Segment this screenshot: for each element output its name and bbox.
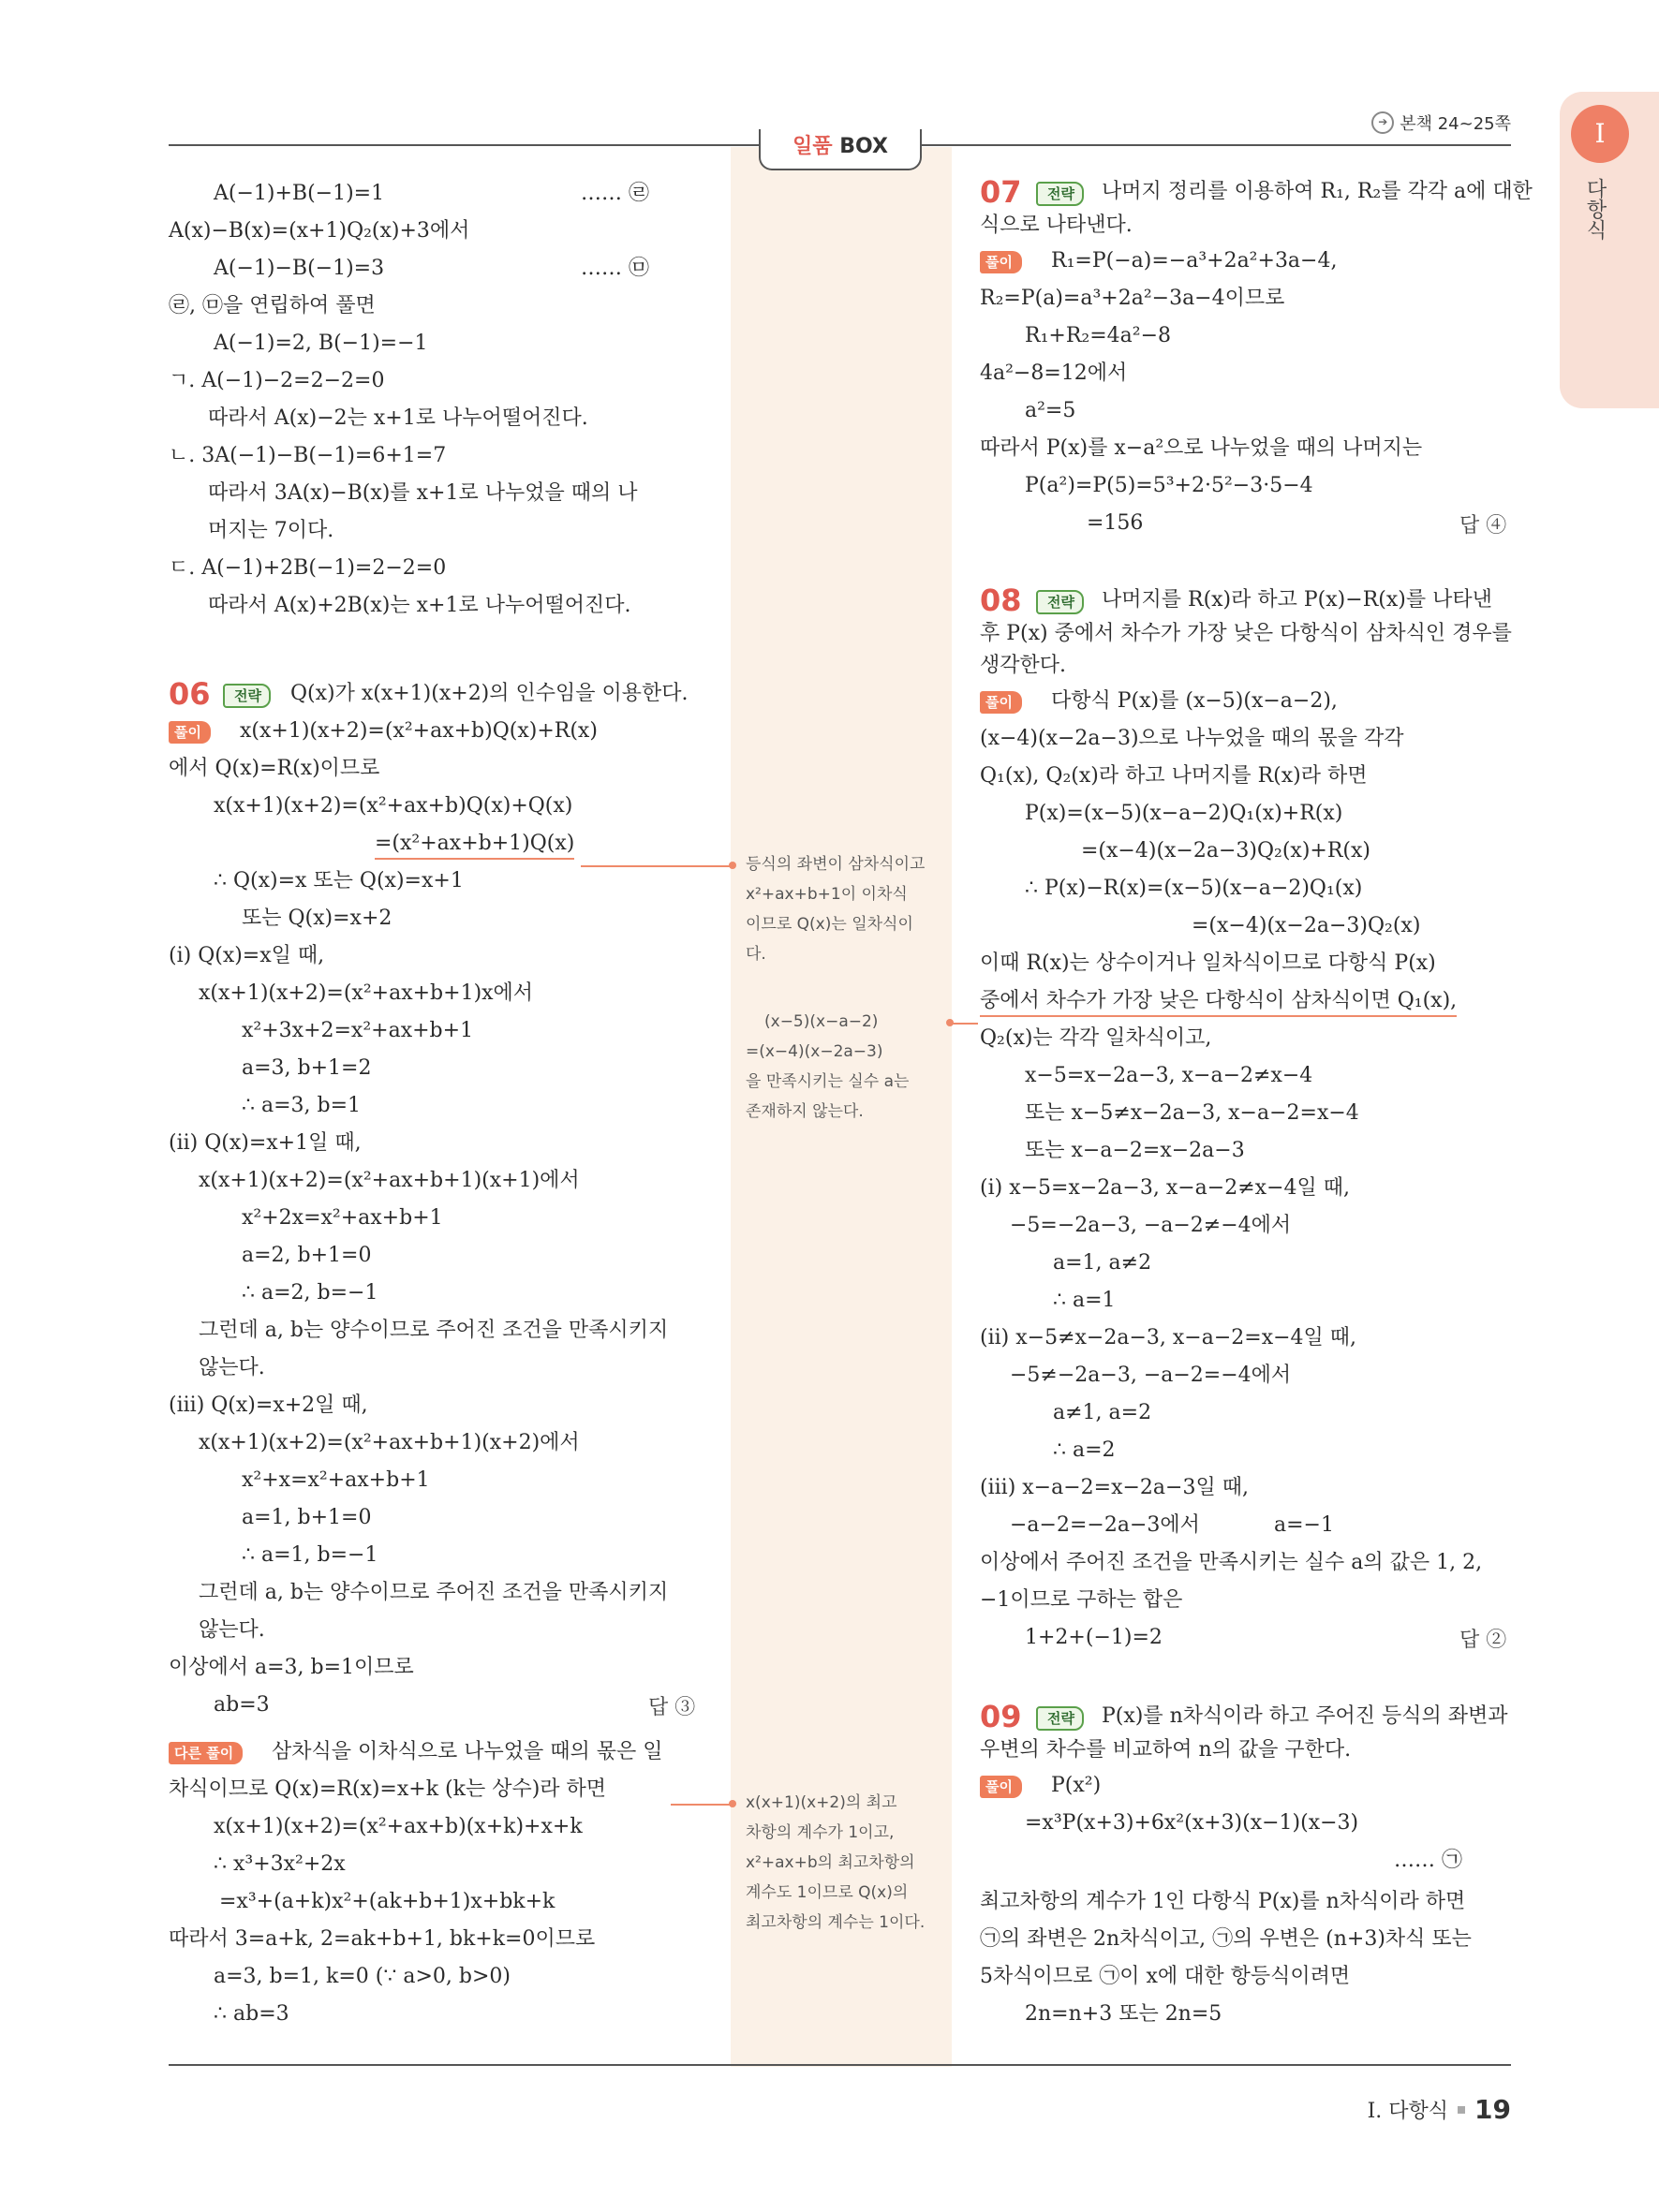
eq-line: a=1, a≠2 bbox=[1053, 1251, 1152, 1275]
note-connector-dot bbox=[729, 1800, 736, 1807]
alt-solution-badge: 다른 풀이 bbox=[169, 1742, 243, 1764]
text-line: ㄷ. A(−1)+2B(−1)=2−2=0 bbox=[169, 556, 447, 580]
eq-line: x(x+1)(x+2)=(x²+ax+b+1)(x+1)에서 bbox=[199, 1169, 580, 1192]
note-connector-dot bbox=[729, 862, 736, 869]
eq-tag: …… ㉤ bbox=[581, 257, 649, 280]
text-line: 그런데 a, b는 양수이므로 주어진 조건을 만족시키지 bbox=[199, 1319, 669, 1342]
eq-line: ∴ a=1, b=−1 bbox=[242, 1543, 378, 1567]
case-heading: (i) x−5=x−2a−3, x−a−2≠x−4일 때, bbox=[980, 1176, 1350, 1200]
strategy-text: 나머지를 R(x)라 하고 P(x)−R(x)를 나타낸 bbox=[1102, 588, 1492, 612]
side-note-line: x(x+1)(x+2)의 최고 bbox=[746, 1793, 897, 1812]
text-line: 않는다. bbox=[199, 1618, 265, 1642]
strategy-badge: 전략 bbox=[1036, 590, 1084, 614]
eq-line: =(x−4)(x−2a−3)Q₂(x) bbox=[1192, 914, 1421, 937]
strategy-badge: 전략 bbox=[223, 684, 271, 708]
question-number: 07 bbox=[980, 174, 1022, 210]
eq-line: x(x+1)(x+2)=(x²+ax+b)(x+k)+x+k bbox=[214, 1815, 583, 1838]
eq-line: a=3, b=1, k=0 (∵ a>0, b>0) bbox=[214, 1965, 511, 1988]
eq-line: 4a²−8=12에서 bbox=[980, 361, 1128, 385]
text-line: ㄱ. A(−1)−2=2−2=0 bbox=[169, 369, 385, 392]
case-heading: (ii) x−5≠x−2a−3, x−a−2=x−4일 때, bbox=[980, 1326, 1357, 1349]
eq-line: A(−1)+B(−1)=1 bbox=[214, 182, 385, 205]
eq-line: 1+2+(−1)=2 bbox=[1025, 1626, 1163, 1649]
note-connector bbox=[581, 865, 734, 867]
eq-line: =x³P(x+3)+6x²(x+3)(x−1)(x−3) bbox=[1025, 1811, 1359, 1835]
arrow-right-icon: ➔ bbox=[1371, 111, 1394, 134]
side-note-line: 존재하지 않는다. bbox=[746, 1102, 864, 1121]
solution-badge: 풀이 bbox=[980, 251, 1022, 273]
side-note-line: 등식의 좌변이 삼차식이고 bbox=[746, 855, 926, 874]
eq-line: 또는 x−5≠x−2a−3, x−a−2=x−4 bbox=[1025, 1101, 1359, 1125]
case-heading: (iii) x−a−2=x−2a−3일 때, bbox=[980, 1476, 1249, 1499]
text-line: 이때 R(x)는 상수이거나 일차식이므로 다항식 P(x) bbox=[980, 951, 1436, 975]
side-note-line: x²+ax+b+1이 이차식 bbox=[746, 885, 908, 904]
page-number: 19 bbox=[1474, 2094, 1511, 2125]
eq-line: a²=5 bbox=[1025, 399, 1076, 422]
text-line: 따라서 A(x)+2B(x)는 x+1로 나누어떨어진다. bbox=[208, 594, 631, 617]
text-line: 머지는 7이다. bbox=[208, 519, 334, 542]
eq-line: −5≠−2a−3, −a−2=−4에서 bbox=[1010, 1364, 1292, 1387]
text-line: 따라서 3A(x)−B(x)를 x+1로 나누었을 때의 나 bbox=[208, 481, 638, 505]
eq-line: A(−1)=2, B(−1)=−1 bbox=[214, 332, 428, 355]
note-connector bbox=[671, 1804, 734, 1806]
strategy-text: Q(x)가 x(x+1)(x+2)의 인수임을 이용한다. bbox=[290, 682, 689, 705]
footer-chapter: I. 다항식 bbox=[1367, 2100, 1449, 2123]
chapter-number-badge: I bbox=[1571, 105, 1629, 163]
text-line: 이상에서 a=3, b=1이므로 bbox=[169, 1656, 414, 1679]
side-note-line: 차항의 계수가 1이고, bbox=[746, 1823, 895, 1842]
eq-line: ab=3 bbox=[214, 1693, 270, 1717]
eq-line: A(−1)−B(−1)=3 bbox=[214, 257, 385, 280]
text-line: 않는다. bbox=[199, 1356, 265, 1379]
case-heading: (iii) Q(x)=x+2일 때, bbox=[169, 1394, 368, 1417]
side-note-line: 최고차항의 계수는 1이다. bbox=[746, 1913, 926, 1932]
side-note-line: 이므로 Q(x)는 일차식이 bbox=[746, 915, 913, 934]
eq-line: x(x+1)(x+2)=(x²+ax+b)Q(x)+Q(x) bbox=[214, 794, 573, 818]
strategy-badge: 전략 bbox=[1036, 182, 1084, 206]
chapter-side-label: 다항식 bbox=[1583, 178, 1607, 240]
eq-line: a=−1 bbox=[1274, 1513, 1334, 1537]
question-number: 08 bbox=[980, 582, 1022, 618]
eq-line: ∴ a=2, b=−1 bbox=[242, 1281, 378, 1305]
eq-line: a=2, b+1=0 bbox=[242, 1244, 372, 1267]
text-line: 그런데 a, b는 양수이므로 주어진 조건을 만족시키지 bbox=[199, 1581, 669, 1604]
eq-line: P(x)=(x−5)(x−a−2)Q₁(x)+R(x) bbox=[1025, 802, 1343, 825]
box-label-a: 일품 bbox=[792, 135, 833, 158]
answer-mark: 답 ③ bbox=[648, 1696, 696, 1719]
solution-badge: 풀이 bbox=[980, 1776, 1022, 1798]
text-line: −1이므로 구하는 합은 bbox=[980, 1588, 1183, 1612]
question-number: 09 bbox=[980, 1699, 1022, 1734]
eq-line: ∴ a=3, b=1 bbox=[242, 1094, 362, 1117]
eq-line: =x³+(a+k)x²+(ak+b+1)x+bk+k bbox=[219, 1890, 555, 1913]
case-heading: (i) Q(x)=x일 때, bbox=[169, 944, 325, 967]
eq-line: x(x+1)(x+2)=(x²+ax+b+1)x에서 bbox=[199, 981, 534, 1005]
eq-line: 2n=n+3 또는 2n=5 bbox=[1025, 2002, 1222, 2026]
eq-line: P(a²)=P(5)=5³+2·5²−3·5−4 bbox=[1025, 474, 1313, 497]
eq-line: −a−2=−2a−3에서 bbox=[1010, 1513, 1200, 1537]
side-note-line: =(x−4)(x−2a−3) bbox=[746, 1042, 883, 1061]
box-tab bbox=[759, 129, 922, 170]
text-line: Q₁(x), Q₂(x)라 하고 나머지를 R(x)라 하면 bbox=[980, 764, 1368, 788]
text-line: ㉠의 좌변은 2n차식이고, ㉠의 우변은 (n+3)차식 또는 bbox=[980, 1927, 1472, 1951]
text-line: ㉣, ㉤을 연립하여 풀면 bbox=[169, 294, 376, 317]
eq-tag: …… ㉠ bbox=[1394, 1849, 1462, 1872]
box-label-b: BOX bbox=[839, 135, 888, 158]
text-line: 에서 Q(x)=R(x)이므로 bbox=[169, 757, 380, 780]
text-line: 따라서 A(x)−2는 x+1로 나누어떨어진다. bbox=[208, 406, 588, 430]
text-line: 삼차식을 이차식으로 나누었을 때의 몫은 일 bbox=[272, 1740, 663, 1763]
reference-link[interactable] bbox=[1371, 111, 1511, 135]
eq-line: x(x+1)(x+2)=(x²+ax+b)Q(x)+R(x) bbox=[240, 719, 598, 743]
side-note-line: x²+ax+b의 최고차항의 bbox=[746, 1853, 915, 1872]
text-line: 따라서 P(x)를 x−a²으로 나누었을 때의 나머지는 bbox=[980, 436, 1423, 460]
eq-line: x²+x=x²+ax+b+1 bbox=[242, 1468, 430, 1492]
text-line: 따라서 3=a+k, 2=ak+b+1, bk+k=0이므로 bbox=[169, 1927, 596, 1951]
eq-line: R₁+R₂=4a²−8 bbox=[1025, 324, 1171, 347]
eq-line: a=1, b+1=0 bbox=[242, 1506, 372, 1529]
eq-line: R₂=P(a)=a³+2a²−3a−4이므로 bbox=[980, 287, 1285, 310]
eq-line: 또는 x−a−2=x−2a−3 bbox=[1025, 1139, 1245, 1162]
strategy-text: 식으로 나타낸다. bbox=[980, 214, 1133, 237]
side-note-line: (x−5)(x−a−2) bbox=[764, 1012, 879, 1031]
eq-line: x²+3x+2=x²+ax+b+1 bbox=[242, 1019, 474, 1042]
eq-line: ∴ Q(x)=x 또는 Q(x)=x+1 bbox=[214, 869, 464, 892]
solution-badge: 풀이 bbox=[980, 691, 1022, 714]
eq-line: A(x)−B(x)=(x+1)Q₂(x)+3에서 bbox=[169, 219, 470, 243]
side-note-line: 계수도 1이므로 Q(x)의 bbox=[746, 1883, 909, 1902]
text-line: 최고차항의 계수가 1인 다항식 P(x)를 n차식이라 하면 bbox=[980, 1890, 1466, 1913]
text-line: (x−4)(x−2a−3)으로 나누었을 때의 몫을 각각 bbox=[980, 727, 1404, 750]
reference-text: 본책 24~25쪽 bbox=[1400, 114, 1511, 134]
eq-line: P(x²) bbox=[1051, 1774, 1102, 1797]
eq-line: =156 bbox=[1087, 511, 1144, 535]
text-line-underlined: 중에서 차수가 가장 낮은 다항식이 삼차식이면 Q₁(x), bbox=[980, 987, 1457, 1017]
strategy-text: 후 P(x) 중에서 차수가 가장 낮은 다항식이 삼차식인 경우를 bbox=[980, 622, 1512, 645]
eq-line: x−5=x−2a−3, x−a−2≠x−4 bbox=[1025, 1064, 1313, 1087]
eq-line: ∴ a=2 bbox=[1053, 1438, 1116, 1462]
eq-line: R₁=P(−a)=−a³+2a²+3a−4, bbox=[1051, 249, 1338, 273]
separator-square-icon bbox=[1458, 2106, 1465, 2114]
eq-line: −5=−2a−3, −a−2≠−4에서 bbox=[1010, 1214, 1292, 1237]
side-note-line: 을 만족시키는 실수 a는 bbox=[746, 1072, 910, 1091]
eq-line: ∴ a=1 bbox=[1053, 1289, 1116, 1312]
text-line: ㄴ. 3A(−1)−B(−1)=6+1=7 bbox=[169, 444, 447, 467]
eq-line: a=3, b+1=2 bbox=[242, 1056, 372, 1080]
bottom-divider bbox=[169, 2064, 1511, 2066]
eq-line: =(x−4)(x−2a−3)Q₂(x)+R(x) bbox=[1081, 839, 1370, 863]
text-line: 차식이므로 Q(x)=R(x)=x+k (k는 상수)라 하면 bbox=[169, 1777, 607, 1801]
side-note-line: 다. bbox=[746, 945, 766, 964]
eq-line: x(x+1)(x+2)=(x²+ax+b+1)(x+2)에서 bbox=[199, 1431, 580, 1454]
text-line: Q₂(x)는 각각 일차식이고, bbox=[980, 1026, 1212, 1050]
note-connector bbox=[950, 1023, 978, 1025]
answer-mark: 답 ② bbox=[1459, 1629, 1507, 1652]
eq-line: x²+2x=x²+ax+b+1 bbox=[242, 1206, 443, 1230]
solution-badge: 풀이 bbox=[169, 721, 211, 744]
text-line: 5차식이므로 ㉠이 x에 대한 항등식이려면 bbox=[980, 1965, 1351, 1988]
case-heading: (ii) Q(x)=x+1일 때, bbox=[169, 1131, 362, 1155]
strategy-text: 우변의 차수를 비교하여 n의 값을 구한다. bbox=[980, 1738, 1352, 1762]
eq-line: ∴ P(x)−R(x)=(x−5)(x−a−2)Q₁(x) bbox=[1025, 877, 1363, 900]
question-number: 06 bbox=[169, 676, 211, 712]
text-line: 다항식 P(x)를 (x−5)(x−a−2), bbox=[1051, 689, 1338, 713]
strategy-text: P(x)를 n차식이라 하고 주어진 등식의 좌변과 bbox=[1102, 1704, 1508, 1728]
strategy-badge: 전략 bbox=[1036, 1706, 1084, 1731]
eq-line: a≠1, a=2 bbox=[1053, 1401, 1152, 1424]
text-line: 이상에서 주어진 조건을 만족시키는 실수 a의 값은 1, 2, bbox=[980, 1551, 1483, 1574]
eq-line-underlined: =(x²+ax+b+1)Q(x) bbox=[375, 830, 574, 860]
answer-mark: 답 ④ bbox=[1459, 514, 1507, 538]
eq-line: ∴ ab=3 bbox=[214, 2002, 289, 2026]
eq-line: ∴ x³+3x²+2x bbox=[214, 1852, 346, 1876]
eq-line: 또는 Q(x)=x+2 bbox=[242, 907, 393, 930]
page-footer bbox=[1368, 2094, 1511, 2125]
strategy-text: 생각한다. bbox=[980, 654, 1067, 677]
eq-tag: …… ㉣ bbox=[581, 182, 649, 205]
strategy-text: 나머지 정리를 이용하여 R₁, R₂를 각각 a에 대한 bbox=[1102, 180, 1533, 203]
